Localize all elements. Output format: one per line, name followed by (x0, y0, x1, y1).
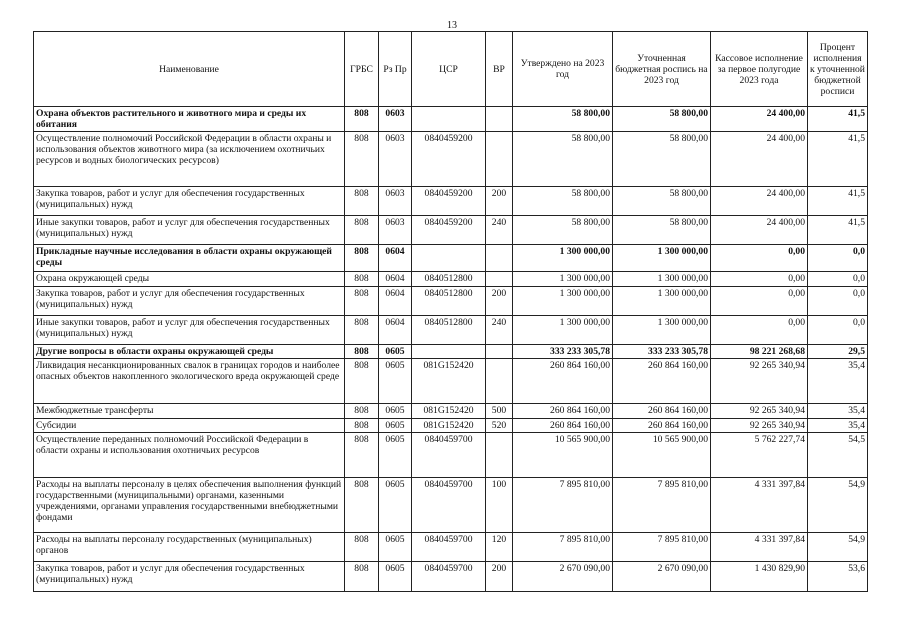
cell-approved: 10 565 900,00 (513, 433, 613, 478)
table-row (34, 478, 868, 533)
cell-grbs: 808 (345, 316, 379, 345)
cell-percent: 0,0 (808, 287, 868, 316)
cell-cash: 24 400,00 (711, 107, 808, 132)
cell-rzpr: 0603 (379, 107, 412, 132)
cell-vr: 100 (486, 478, 513, 533)
cell-rzpr: 0604 (379, 287, 412, 316)
cell-grbs: 808 (345, 187, 379, 216)
cell-name: Ликвидация несанкционированных свалок в границах городов и наиболее опасных объектов накопленного экологического вреда окружающей среде (34, 359, 345, 404)
header-vr: ВР (486, 32, 513, 107)
cell-refined: 1 300 000,00 (613, 287, 711, 316)
cell-cash: 5 762 227,74 (711, 433, 808, 478)
table-row (34, 345, 868, 359)
cell-approved: 1 300 000,00 (513, 245, 613, 272)
cell-percent: 54,5 (808, 433, 868, 478)
cell-csr: 0840459200 (412, 132, 486, 187)
cell-name: Осуществление переданных полномочий Российской Федерации в области охраны и использования охотничьих ресурсов (34, 433, 345, 478)
cell-percent: 35,4 (808, 419, 868, 433)
cell-cash: 0,00 (711, 316, 808, 345)
cell-grbs: 808 (345, 245, 379, 272)
table-row (34, 433, 868, 478)
cell-vr (486, 245, 513, 272)
cell-grbs: 808 (345, 404, 379, 419)
header-rzpr: Рз Пр (379, 32, 412, 107)
cell-cash: 1 430 829,90 (711, 562, 808, 592)
cell-percent: 35,4 (808, 404, 868, 419)
cell-percent: 0,0 (808, 316, 868, 345)
header-row (34, 32, 868, 107)
cell-vr: 240 (486, 216, 513, 245)
cell-name: Закупка товаров, работ и услуг для обеспечения государственных (муниципальных) нужд (34, 287, 345, 316)
table-row (34, 287, 868, 316)
cell-refined: 7 895 810,00 (613, 533, 711, 562)
cell-rzpr: 0605 (379, 345, 412, 359)
cell-csr: 0840512800 (412, 272, 486, 287)
cell-approved: 260 864 160,00 (513, 404, 613, 419)
cell-vr: 200 (486, 287, 513, 316)
cell-name: Иные закупки товаров, работ и услуг для обеспечения государственных (муниципальных) нужд (34, 316, 345, 345)
cell-refined: 2 670 090,00 (613, 562, 711, 592)
cell-cash: 24 400,00 (711, 132, 808, 187)
cell-refined: 260 864 160,00 (613, 359, 711, 404)
cell-approved: 7 895 810,00 (513, 533, 613, 562)
cell-vr: 200 (486, 187, 513, 216)
cell-refined: 7 895 810,00 (613, 478, 711, 533)
cell-csr: 0840459700 (412, 562, 486, 592)
cell-refined: 1 300 000,00 (613, 245, 711, 272)
header-cash: Кассовое исполнение за первое полугодие 2023 года (711, 32, 808, 107)
cell-rzpr: 0605 (379, 359, 412, 404)
cell-approved: 1 300 000,00 (513, 272, 613, 287)
cell-csr: 081G152420 (412, 359, 486, 404)
cell-cash: 0,00 (711, 287, 808, 316)
cell-vr (486, 345, 513, 359)
cell-name: Охрана окружающей среды (34, 272, 345, 287)
cell-rzpr: 0605 (379, 404, 412, 419)
cell-name: Прикладные научные исследования в области охраны окружающей среды (34, 245, 345, 272)
cell-csr: 081G152420 (412, 404, 486, 419)
cell-percent: 0,0 (808, 272, 868, 287)
cell-percent: 54,9 (808, 478, 868, 533)
cell-grbs: 808 (345, 287, 379, 316)
header-percent: Процент исполнения к уточненной бюджетной росписи (808, 32, 868, 107)
cell-csr: 0840512800 (412, 316, 486, 345)
cell-refined: 58 800,00 (613, 216, 711, 245)
table-row (34, 533, 868, 562)
table-row (34, 419, 868, 433)
header-csr: ЦСР (412, 32, 486, 107)
header-approved: Утверждено на 2023 год (513, 32, 613, 107)
table-row (34, 404, 868, 419)
cell-refined: 58 800,00 (613, 107, 711, 132)
header-name: Наименование (34, 32, 345, 107)
cell-cash: 0,00 (711, 272, 808, 287)
cell-approved: 58 800,00 (513, 132, 613, 187)
cell-approved: 260 864 160,00 (513, 419, 613, 433)
cell-vr (486, 433, 513, 478)
cell-percent: 41,5 (808, 132, 868, 187)
cell-refined: 58 800,00 (613, 187, 711, 216)
cell-name: Межбюджетные трансферты (34, 404, 345, 419)
cell-name: Осуществление полномочий Российской Федерации в области охраны и использования объектов животного мира (за исключением охотничьих ресурсов и водных биологических ресурсов) (34, 132, 345, 187)
cell-csr: 0840459200 (412, 187, 486, 216)
cell-refined: 333 233 305,78 (613, 345, 711, 359)
cell-percent: 41,5 (808, 216, 868, 245)
cell-vr (486, 107, 513, 132)
cell-vr: 240 (486, 316, 513, 345)
cell-percent: 35,4 (808, 359, 868, 404)
cell-vr: 120 (486, 533, 513, 562)
table-row (34, 359, 868, 404)
table-row (34, 562, 868, 592)
cell-vr (486, 359, 513, 404)
cell-refined: 260 864 160,00 (613, 404, 711, 419)
cell-percent: 41,5 (808, 187, 868, 216)
cell-cash: 4 331 397,84 (711, 478, 808, 533)
cell-refined: 58 800,00 (613, 132, 711, 187)
cell-csr: 0840512800 (412, 287, 486, 316)
cell-grbs: 808 (345, 359, 379, 404)
cell-cash: 24 400,00 (711, 216, 808, 245)
cell-grbs: 808 (345, 562, 379, 592)
cell-csr: 081G152420 (412, 419, 486, 433)
table-row (34, 187, 868, 216)
cell-rzpr: 0603 (379, 132, 412, 187)
cell-name: Расходы на выплаты персоналу государственных (муниципальных) органов (34, 533, 345, 562)
cell-name: Иные закупки товаров, работ и услуг для обеспечения государственных (муниципальных) нужд (34, 216, 345, 245)
cell-refined: 260 864 160,00 (613, 419, 711, 433)
cell-grbs: 808 (345, 533, 379, 562)
cell-approved: 1 300 000,00 (513, 287, 613, 316)
cell-percent: 29,5 (808, 345, 868, 359)
budget-table (33, 31, 868, 592)
cell-approved: 2 670 090,00 (513, 562, 613, 592)
cell-approved: 1 300 000,00 (513, 316, 613, 345)
cell-approved: 58 800,00 (513, 216, 613, 245)
header-grbs: ГРБС (345, 32, 379, 107)
cell-refined: 1 300 000,00 (613, 316, 711, 345)
cell-name: Другие вопросы в области охраны окружающей среды (34, 345, 345, 359)
cell-approved: 58 800,00 (513, 187, 613, 216)
cell-vr (486, 272, 513, 287)
cell-rzpr: 0604 (379, 316, 412, 345)
cell-percent: 0,0 (808, 245, 868, 272)
cell-rzpr: 0603 (379, 216, 412, 245)
cell-rzpr: 0605 (379, 433, 412, 478)
cell-percent: 53,6 (808, 562, 868, 592)
table-row (34, 316, 868, 345)
cell-cash: 0,00 (711, 245, 808, 272)
cell-grbs: 808 (345, 419, 379, 433)
cell-rzpr: 0604 (379, 272, 412, 287)
cell-name: Охрана объектов растительного и животного мира и среды их обитания (34, 107, 345, 132)
cell-csr (412, 107, 486, 132)
header-refined: Уточненная бюджетная роспись на 2023 год (613, 32, 711, 107)
table-row (34, 216, 868, 245)
cell-csr: 0840459700 (412, 478, 486, 533)
cell-approved: 7 895 810,00 (513, 478, 613, 533)
cell-cash: 4 331 397,84 (711, 533, 808, 562)
table-row (34, 245, 868, 272)
cell-refined: 1 300 000,00 (613, 272, 711, 287)
cell-grbs: 808 (345, 107, 379, 132)
cell-cash: 98 221 268,68 (711, 345, 808, 359)
cell-csr (412, 245, 486, 272)
cell-approved: 260 864 160,00 (513, 359, 613, 404)
page-number: 13 (447, 20, 457, 31)
cell-rzpr: 0604 (379, 245, 412, 272)
cell-name: Субсидии (34, 419, 345, 433)
cell-csr (412, 345, 486, 359)
cell-refined: 10 565 900,00 (613, 433, 711, 478)
cell-grbs: 808 (345, 478, 379, 533)
cell-name: Закупка товаров, работ и услуг для обеспечения государственных (муниципальных) нужд (34, 187, 345, 216)
cell-rzpr: 0605 (379, 562, 412, 592)
cell-csr: 0840459700 (412, 533, 486, 562)
cell-vr (486, 132, 513, 187)
cell-rzpr: 0605 (379, 533, 412, 562)
table-row (34, 132, 868, 187)
cell-rzpr: 0603 (379, 187, 412, 216)
cell-rzpr: 0605 (379, 478, 412, 533)
table-row (34, 272, 868, 287)
cell-grbs: 808 (345, 132, 379, 187)
cell-vr: 500 (486, 404, 513, 419)
cell-cash: 24 400,00 (711, 187, 808, 216)
cell-name: Расходы на выплаты персоналу в целях обеспечения выполнения функций государственными (муниципальными) органами, казенными учреждениями, органами управления государственными внебюджетными фондами (34, 478, 345, 533)
cell-cash: 92 265 340,94 (711, 404, 808, 419)
cell-approved: 58 800,00 (513, 107, 613, 132)
cell-grbs: 808 (345, 272, 379, 287)
cell-rzpr: 0605 (379, 419, 412, 433)
cell-cash: 92 265 340,94 (711, 359, 808, 404)
cell-vr: 520 (486, 419, 513, 433)
cell-csr: 0840459200 (412, 216, 486, 245)
cell-name: Закупка товаров, работ и услуг для обеспечения государственных (муниципальных) нужд (34, 562, 345, 592)
cell-percent: 54,9 (808, 533, 868, 562)
cell-cash: 92 265 340,94 (711, 419, 808, 433)
cell-grbs: 808 (345, 345, 379, 359)
cell-vr: 200 (486, 562, 513, 592)
cell-percent: 41,5 (808, 107, 868, 132)
cell-approved: 333 233 305,78 (513, 345, 613, 359)
cell-csr: 0840459700 (412, 433, 486, 478)
cell-grbs: 808 (345, 216, 379, 245)
table-row (34, 107, 868, 132)
cell-grbs: 808 (345, 433, 379, 478)
